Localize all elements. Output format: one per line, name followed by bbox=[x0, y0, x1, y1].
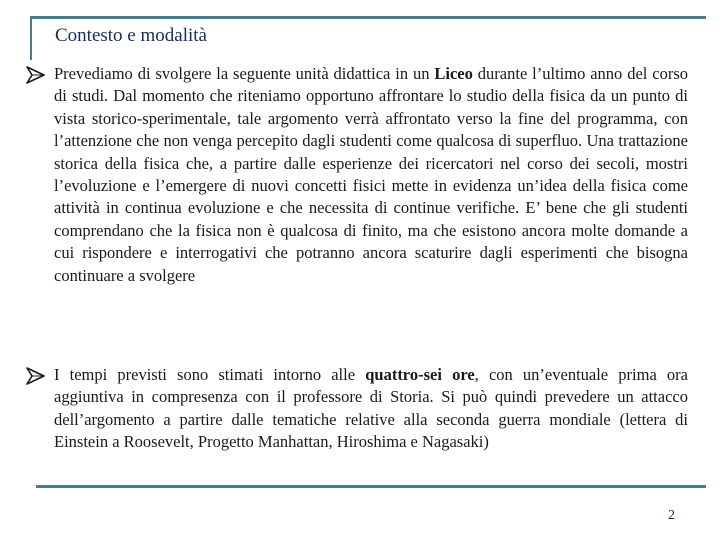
bullet-text bbox=[54, 364, 688, 454]
page-number: 2 bbox=[668, 508, 675, 523]
slide-title: Contesto e modalità bbox=[55, 25, 207, 46]
title-frame-left-line bbox=[30, 16, 32, 60]
bullet-text-after: , con un’eventuale prima ora aggiuntiva in compresenza con il professore di Storia. Si può quindi prevedere un attacco dell’argomento a partire dalle tematiche relative alla seconda guerra mondiale (lettera di Einstein a Roosevelt, Progetto Manhattan, Hiroshima e Nagasaki) bbox=[54, 365, 688, 452]
bullet-text-after: durante l’ultimo anno del corso di studi. Dal momento che riteniamo opportuno affrontare lo studio della fisica da un punto di vista storico-sperimentale, tale argomento verrà affrontato verso la fine del programma, con l’attenzione che non venga percepito dagli studenti come qualcosa di superfluo. Una trattazione storica della fisica che, a partire dalle esperienze dei ricercatori nel corso dei secoli, mostri l’evoluzione e l’emergere di nuovi concetti fisici mette in evidenza un’idea della fisica come attività in continua evoluzione e che necessita di continue verifiche. E’ bene che gli studenti comprendano che la fisica non è qualcosa di finito, ma che esistono ancora molte domande a cui rispondere e interrogativi che potranno ancora scaturire dagli esperimenti che bisogna continuare a svolgere bbox=[54, 64, 688, 285]
bullet-text bbox=[54, 63, 688, 287]
bullet-item-context bbox=[26, 63, 688, 287]
bullet-text-emphasis: Liceo bbox=[434, 64, 473, 83]
title-frame-top-line bbox=[30, 16, 706, 19]
arrow-bullet-icon bbox=[26, 66, 46, 84]
arrow-bullet-icon bbox=[26, 367, 46, 385]
bullet-item-timing bbox=[26, 364, 688, 454]
bullet-text-before: I tempi previsti sono stimati intorno alle bbox=[54, 365, 366, 384]
bullet-text-emphasis: quattro-sei ore bbox=[365, 365, 475, 384]
bullet-text-before: Prevediamo di svolgere la seguente unità didattica in un bbox=[54, 64, 435, 83]
footer-divider-line bbox=[36, 485, 706, 488]
